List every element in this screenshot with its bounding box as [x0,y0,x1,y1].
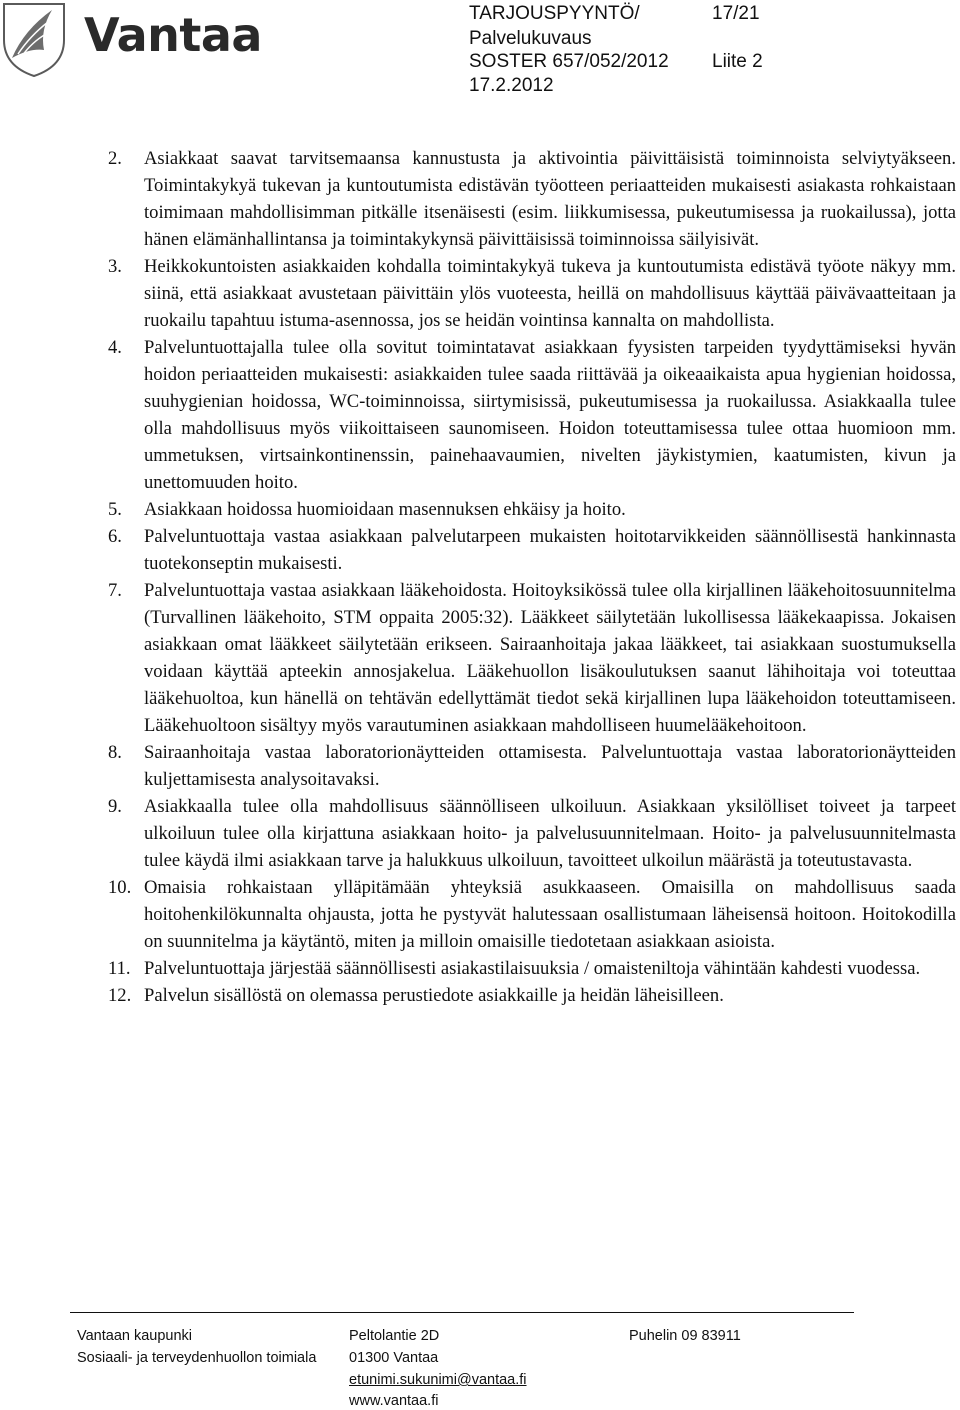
doc-type: TARJOUSPYYNTÖ/ [469,3,640,24]
list-item [0,739,960,793]
page-number: 17/21 [712,3,760,24]
item-text: Asiakkaan hoidossa huomioidaan masennuksen ehkäisy ja hoito. [144,499,626,520]
item-number: 9. [108,796,122,817]
item-text: Sairaanhoitaja vastaa laboratorionäytteiden ottamisesta. Palveluntuottaja vastaa laboratorionäytteiden kuljettamisesta analysoitavaksi. [144,742,956,790]
footer-website: www.vantaa.fi [349,1393,439,1409]
item-number: 8. [108,742,122,763]
vantaa-logo [0,0,270,80]
footer-phone: Puhelin 09 83911 [629,1328,741,1344]
item-text: Palveluntuottaja vastaa asiakkaan lääkehoidosta. Hoitoyksikössä tulee olla kirjallinen lääkehoitosuunnitelma (Turvallinen lääkehoito, STM oppaita 2005:32). Lääkkeet säilytetään lukollisessa lääkekaapissa. Jokaisen asiakkaan omat lääkkeet säilytetään erikseen. Sairaanhoitaja jakaa lääkkeet, tai asiakkaan suostumuksella voidaan käyttää apteekin annosjakelua. Lääkehuollon lisäkoulutuksen saanut lähihoitaja voi toteuttaa lääkehuoltoa, kun hänellä on tehtävän edellyttämät tiedot sekä kirjallinen lupa lääkehoidon toteuttamiseen. Lääkehuoltoon sisältyy myös varautuminen asiakkaan mahdolliseen huumelääkehoitoon. [144,580,956,736]
item-number: 12. [108,985,132,1006]
item-number: 2. [108,148,122,169]
doc-subtitle: Palvelukuvaus [469,28,592,49]
item-text: Asiakkaat saavat tarvitsemaansa kannustusta ja aktivointia päivittäisistä toiminnoista selviytyäkseen. Toimintakykyä tukevan ja kuntoutumista edistävän työotteen periaatteiden mukaisesti asiakasta rohkaistaan toimimaan mahdollisimman pitkälle itsenäisesti (esim. liikkumisessa, pukeutumisessa ja ruokailussa), jotta hänen elämänhallintansa ja toimintakykynsä päivittäisissä toiminnoissa säilyisivät. [144,148,956,250]
item-text: Palveluntuottaja järjestää säännöllisesti asiakastilaisuuksia / omaisteniltoja vähintään kahdesti vuodessa. [144,958,921,979]
item-number: 5. [108,499,122,520]
footer-email-link[interactable]: etunimi.sukunimi@vantaa.fi [349,1372,527,1388]
list-item [0,523,960,577]
item-text: Omaisia rohkaistaan ylläpitämään yhteyksiä asukkaaseen. Omaisilla on mahdollisuus saada hoitohenkilökunnalta ohjausta, jotta he pystyvät halutessaan osallistumaan läheisensä hoitoon. Hoitokodilla on suunnitelma ja käytäntö, miten ja milloin omaisille tiedotetaan asiakkaan asioista. [144,877,956,952]
list-item [0,145,960,253]
item-text: Palveluntuottaja vastaa asiakkaan palvelutarpeen mukaisten hoitotarvikkeiden säännöllisestä hankinnasta tuotekonseptin mukaisesti. [144,526,956,574]
footer-street: Peltolantie 2D [349,1328,440,1344]
list-item [0,982,960,1009]
footer-department: Sosiaali- ja terveydenhuollon toimiala [77,1350,317,1366]
item-number: 3. [108,256,122,277]
list-item [0,577,960,739]
footer-divider [70,1312,854,1313]
item-number: 10. [108,877,132,898]
list-item [0,874,960,955]
item-text: Heikkokuntoisten asiakkaiden kohdalla toimintakykyä tukeva ja kuntoutumista edistävä työote näkyy mm. siinä, että asiakkaat avustetaan päivittäin ylös vuoteesta, heillä on mahdollisuus käyttää päivävaatteitaan ja ruokailu tapahtuu istuma-asennossa, jos se heidän vointinsa kannalta on mahdollista. [144,256,956,331]
item-number: 11. [108,958,131,979]
item-number: 6. [108,526,122,547]
list-item [0,793,960,874]
item-text: Asiakkaalla tulee olla mahdollisuus säännölliseen ulkoiluun. Asiakkaan yksilölliset toiveet ja tarpeet ulkoiluun tulee olla kirjattuna asiakkaan hoito- ja palvelusuunnitelmaan. Hoito- ja palvelusuunnitelmasta tulee käydä ilmi asiakkaan tarve ja halukkuus ulkoiluun, tavoitteet ulkoilun määrästä ja toteutustavasta. [144,796,956,871]
logo-wordmark: Vantaa [84,8,262,62]
doc-date: 17.2.2012 [469,75,554,96]
doc-reference: SOSTER 657/052/2012 [469,51,669,72]
list-item [0,253,960,334]
vantaa-crest-icon [0,0,80,78]
list-item [0,955,960,982]
footer-postal: 01300 Vantaa [349,1350,439,1366]
item-number: 4. [108,337,122,358]
footer-org: Vantaan kaupunki [77,1328,193,1344]
attachment-label: Liite 2 [712,51,763,72]
item-number: 7. [108,580,122,601]
list-item [0,334,960,496]
list-item [0,496,960,523]
item-text: Palveluntuottajalla tulee olla sovitut toimintatavat asiakkaan fyysisten tarpeiden tyydyttämiseksi hyvän hoidon periaatteiden mukaisesti: asiakkaiden tulee saada riittävää ja oikeaaikaista apua hygienian hoidossa, suuhygienian hoidossa, WC-toiminnoissa, siirtymisissä, pukeutumisessa ja ruokailussa. Asiakkaalla tulee olla mahdollisuus myös viikoittaiseen saunomiseen. Hoidon toteuttamisessa tulee ottaa huomioon mm. ummetuksen, virtsainkontinenssin, painehaavaumien, nivelten jäykistymien, kaatumisten, kivun ja unettomuuden hoito. [144,337,956,493]
item-text: Palvelun sisällöstä on olemassa perustiedote asiakkaille ja heidän läheisilleen. [144,985,724,1006]
requirements-list [0,145,960,1009]
